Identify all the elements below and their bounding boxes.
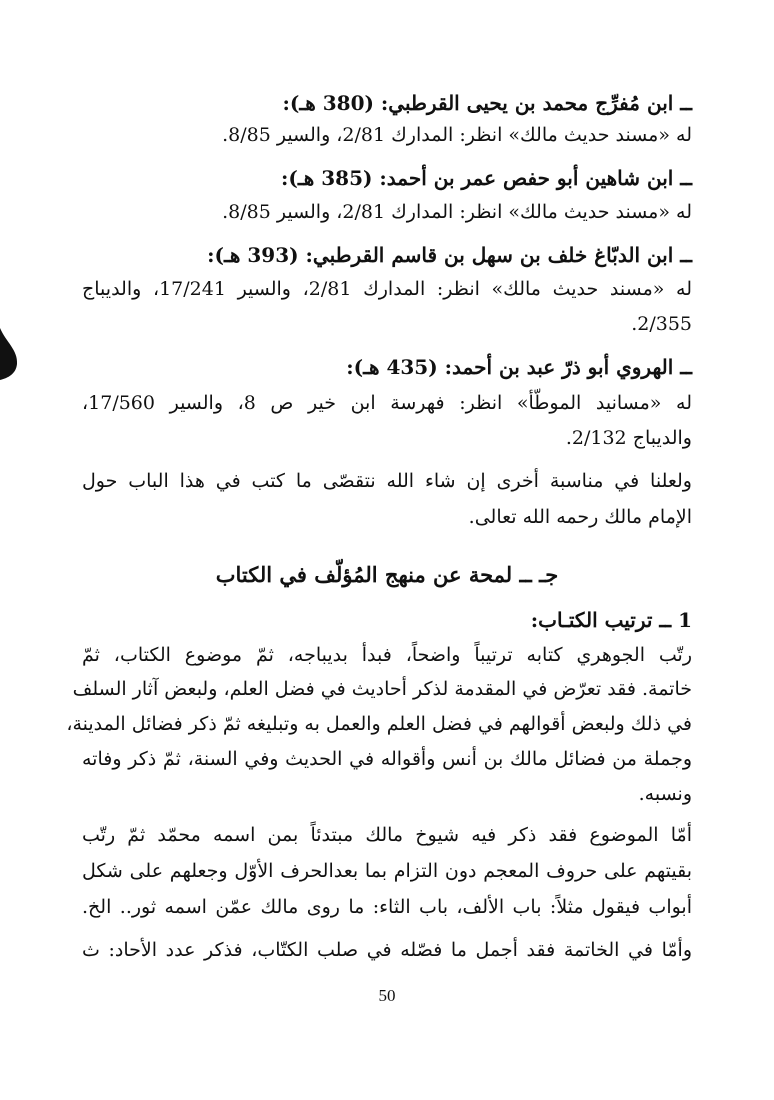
subsection-heading: 1 ــ ترتيب الكتـاب:: [530, 608, 692, 632]
paragraph-line: بقيتهم على حروف المعجم دون التزام بما بعدالحرف الأوّل وجعلهم على شكل: [82, 860, 692, 882]
paragraph-line: رتّب الجوهري كتابه ترتيباً واضحاً، فبدأ بديباجه، ثمّ موضوع الكتاب، ثمّ: [82, 644, 692, 666]
paragraph-line: وأمّا في الخاتمة فقد أجمل ما فصّله في صلب الكتّاب، فذكر عدد الأحاد: ث: [82, 939, 692, 961]
section-title: جـ ــ لمحة عن منهج المُؤلّف في الكتاب: [215, 562, 559, 587]
closing-paragraph-line-2: الإمام مالك رحمه الله تعالى.: [468, 506, 692, 528]
entry-heading-ibn-mufarrij: ــ ابن مُفرِّج محمد بن يحيى القرطبي: (380 هـ):: [282, 91, 692, 115]
binding-edge-mark: [0, 328, 18, 380]
paragraph-line: ونسبه.: [638, 783, 692, 805]
entry-heading-ibn-dabbagh: ــ ابن الدبّاغ خلف بن سهل بن قاسم القرطبي: (393 هـ):: [207, 243, 692, 267]
closing-paragraph-line-1: ولعلنا في مناسبة أخرى إن شاء الله نتقصّى ما كتب في هذا الباب حول: [82, 470, 692, 492]
entry-text-ibn-dabbagh-cont: 2/355.: [631, 313, 692, 335]
page-number: 50: [378, 986, 396, 1005]
entry-text-harawi: له «مسانيد الموطّأ» انظر: فهرسة ابن خير ص 8، والسير 17/560،: [82, 392, 692, 414]
entry-heading-ibn-shahin: ــ ابن شاهين أبو حفص عمر بن أحمد: (385 هـ):: [281, 166, 692, 190]
paragraph-line: في ذلك ولبعض أقوالهم في فضل العلم والعمل به وتبليغه ثمّ ذكر فضائل المدينة،: [66, 713, 692, 735]
entry-heading-harawi: ــ الهروي أبو ذرّ عبد بن أحمد: (435 هـ):: [346, 355, 692, 379]
entry-text-ibn-dabbagh: له «مسند حديث مالك» انظر: المدارك 2/81، والسير 17/241، والديباج: [82, 278, 692, 300]
paragraph-line: خاتمة. فقد تعرّض في المقدمة لذكر أحاديث في فضل العلم، ولبعض آثار السلف: [72, 678, 692, 700]
entry-text-ibn-shahin: له «مسند حديث مالك» انظر: المدارك 2/81، والسير 8/85.: [222, 201, 692, 223]
entry-text-harawi-cont: والديباج 2/132.: [565, 427, 692, 449]
paragraph-line: أمّا الموضوع فقد ذكر فيه شيوخ مالك مبتدئاً بمن اسمه محمّد ثمّ رتّب: [82, 824, 692, 846]
paragraph-line: أبواب فيقول مثلاً: باب الألف، باب الثاء: ما روى مالك عمّن اسمه ثور.. الخ.: [82, 896, 692, 918]
paragraph-line: وجملة من فضائل مالك بن أنس وأقواله في الحديث وفي السنة، ثمّ ذكر وفاته: [82, 748, 692, 770]
entry-text-ibn-mufarrij: له «مسند حديث مالك» انظر: المدارك 2/81، والسير 8/85.: [222, 124, 692, 146]
